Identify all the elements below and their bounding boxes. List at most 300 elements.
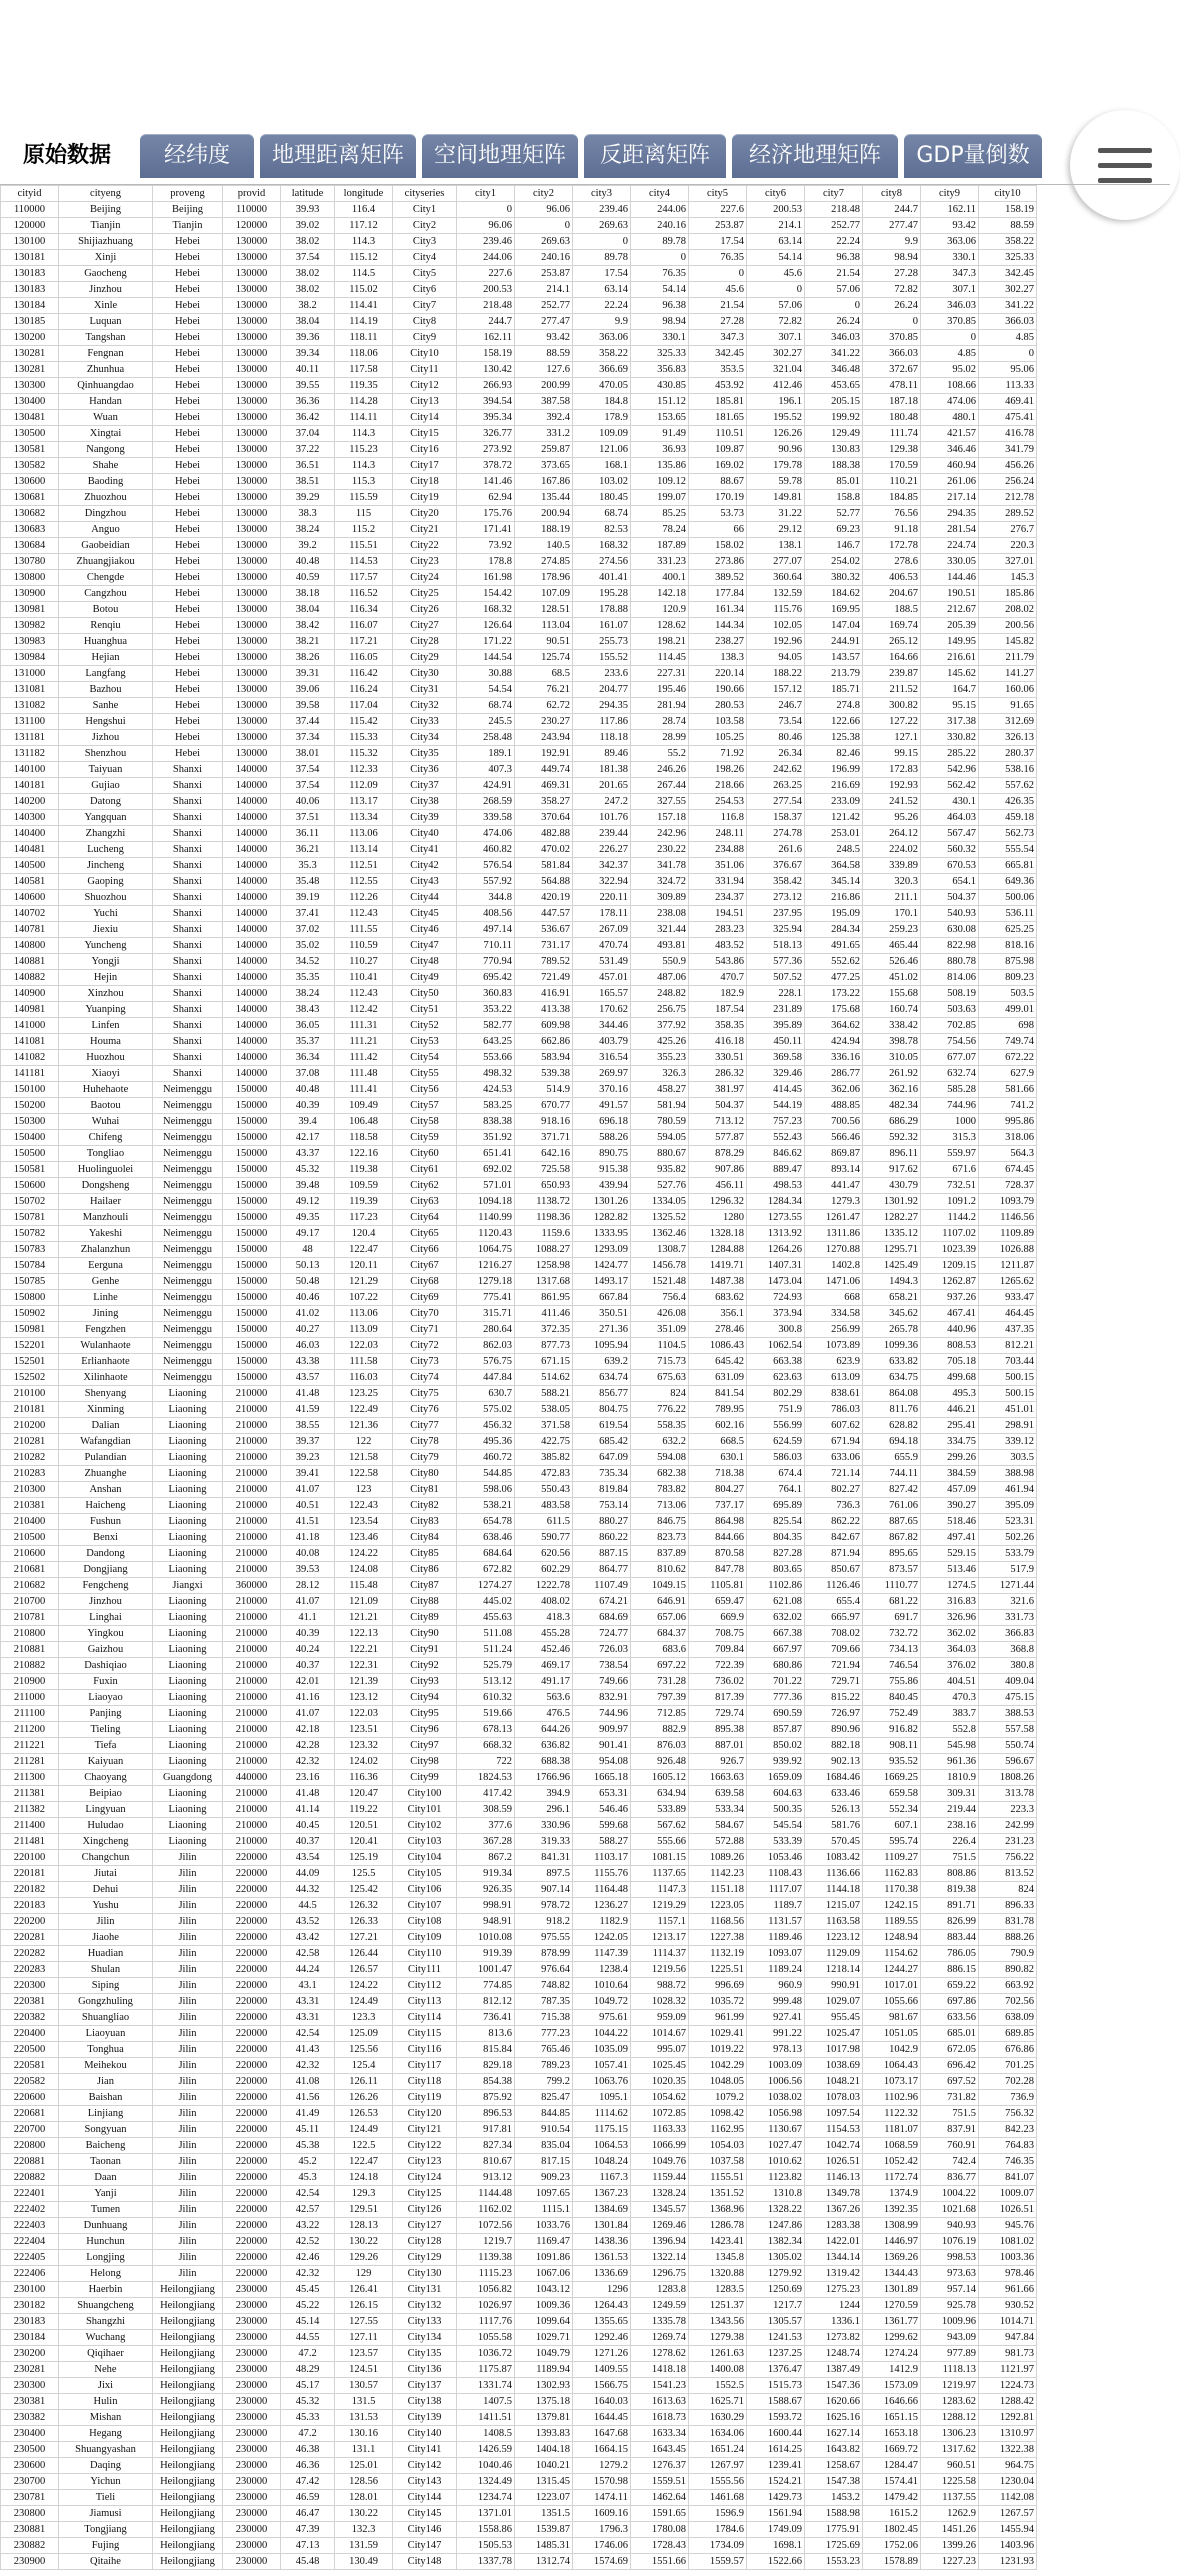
table-cell[interactable]: 210882 <box>1 1658 59 1674</box>
table-cell[interactable]: 256.99 <box>805 1322 863 1338</box>
table-cell[interactable]: 718.38 <box>689 1466 747 1482</box>
table-cell[interactable]: 577.36 <box>747 954 805 970</box>
table-cell[interactable]: Shanxi <box>153 1002 223 1018</box>
table-cell[interactable]: City132 <box>393 2298 457 2314</box>
table-cell[interactable]: 418.3 <box>515 1610 573 1626</box>
table-cell[interactable]: 45.14 <box>281 2314 335 2330</box>
table-cell[interactable]: 1578.89 <box>863 2554 921 2570</box>
table-cell[interactable]: 1001.47 <box>457 1962 515 1978</box>
table-cell[interactable]: Hebei <box>153 346 223 362</box>
table-cell[interactable]: Heilongjiang <box>153 2474 223 2490</box>
table-cell[interactable]: City143 <box>393 2474 457 2490</box>
table-cell[interactable]: 90.51 <box>515 634 573 650</box>
table-cell[interactable]: 1026.51 <box>805 2154 863 2170</box>
table-cell[interactable]: 220000 <box>223 2154 281 2170</box>
table-cell[interactable]: 1120.43 <box>457 1226 515 1242</box>
table-cell[interactable]: 130582 <box>1 458 59 474</box>
table-cell[interactable]: 678.13 <box>457 1722 515 1738</box>
table-cell[interactable]: 220581 <box>1 2058 59 2074</box>
table-cell[interactable]: 414.45 <box>747 1082 805 1098</box>
table-cell[interactable]: 451.02 <box>863 970 921 986</box>
table-cell[interactable]: 210700 <box>1 1594 59 1610</box>
table-cell[interactable]: 127.6 <box>515 362 573 378</box>
table-cell[interactable]: 783.82 <box>631 1482 689 1498</box>
table-cell[interactable]: 130000 <box>223 602 281 618</box>
table-cell[interactable]: 140000 <box>223 986 281 1002</box>
table-cell[interactable]: 43.37 <box>281 1146 335 1162</box>
table-cell[interactable]: 358.22 <box>573 346 631 362</box>
table-cell[interactable]: 40.37 <box>281 1658 335 1674</box>
table-cell[interactable]: 585.28 <box>921 1082 979 1098</box>
table-cell[interactable]: 190.66 <box>689 682 747 698</box>
table-cell[interactable]: 1409.55 <box>573 2362 631 2378</box>
table-cell[interactable]: 746.54 <box>863 1658 921 1674</box>
table-cell[interactable]: 341.22 <box>805 346 863 362</box>
table-cell[interactable]: 1345.57 <box>631 2202 689 2218</box>
table-cell[interactable]: City49 <box>393 970 457 986</box>
table-cell[interactable]: 173.22 <box>805 986 863 1002</box>
table-cell[interactable]: 488.85 <box>805 1098 863 1114</box>
table-cell[interactable]: 1258.98 <box>515 1258 573 1274</box>
table-cell[interactable]: 210000 <box>223 1834 281 1850</box>
table-cell[interactable]: 200.99 <box>515 378 573 394</box>
table-cell[interactable]: 140000 <box>223 826 281 842</box>
table-cell[interactable]: 353.22 <box>457 1002 515 1018</box>
table-cell[interactable]: 581.94 <box>631 1098 689 1114</box>
table-cell[interactable]: 0 <box>631 250 689 266</box>
table-cell[interactable]: 217.14 <box>921 490 979 506</box>
table-cell[interactable]: 280.37 <box>979 746 1037 762</box>
table-cell[interactable]: 1574.41 <box>863 2474 921 2490</box>
table-cell[interactable]: 351.06 <box>689 858 747 874</box>
table-cell[interactable]: 576.75 <box>457 1354 515 1370</box>
table-cell[interactable]: 230882 <box>1 2538 59 2554</box>
table-cell[interactable]: 220282 <box>1 1946 59 1962</box>
table-cell[interactable]: 1796.3 <box>573 2522 631 2538</box>
table-cell[interactable]: 668 <box>805 1290 863 1306</box>
table-cell[interactable]: 210000 <box>223 1658 281 1674</box>
table-cell[interactable]: Jilin <box>153 2138 223 2154</box>
table-cell[interactable]: City11 <box>393 362 457 378</box>
table-cell[interactable]: 1279.3 <box>805 1194 863 1210</box>
table-cell[interactable]: 0 <box>805 298 863 314</box>
table-cell[interactable]: 140400 <box>1 826 59 842</box>
table-cell[interactable]: 210000 <box>223 1642 281 1658</box>
table-cell[interactable]: 882.18 <box>805 1738 863 1754</box>
table-cell[interactable]: 1407.31 <box>747 1258 805 1274</box>
table-cell[interactable]: 571.01 <box>457 1178 515 1194</box>
table-cell[interactable]: 220582 <box>1 2074 59 2090</box>
table-cell[interactable]: 41.07 <box>281 1706 335 1722</box>
table-cell[interactable]: 38.26 <box>281 650 335 666</box>
table-cell[interactable]: Hegang <box>59 2426 153 2442</box>
table-cell[interactable]: Handan <box>59 394 153 410</box>
table-cell[interactable]: 126.15 <box>335 2298 393 2314</box>
table-cell[interactable]: 1399.26 <box>921 2538 979 2554</box>
table-cell[interactable]: 309.89 <box>631 890 689 906</box>
table-cell[interactable]: 109.12 <box>631 474 689 490</box>
table-cell[interactable]: 1802.45 <box>863 2522 921 2538</box>
table-cell[interactable]: 227.6 <box>689 202 747 218</box>
table-cell[interactable]: 220000 <box>223 2186 281 2202</box>
table-cell[interactable]: Wulanhaote <box>59 1338 153 1354</box>
table-cell[interactable]: 961.36 <box>921 1754 979 1770</box>
table-cell[interactable]: 130000 <box>223 250 281 266</box>
table-cell[interactable]: City15 <box>393 426 457 442</box>
table-cell[interactable]: 1078.03 <box>805 2090 863 2106</box>
table-cell[interactable]: 1040.21 <box>515 2458 573 2474</box>
table-cell[interactable]: 227.6 <box>457 266 515 282</box>
table-cell[interactable]: 1333.95 <box>573 1226 631 1242</box>
table-cell[interactable]: 1286.78 <box>689 2218 747 2234</box>
table-cell[interactable]: 230200 <box>1 2346 59 2362</box>
table-cell[interactable]: 1095.1 <box>573 2090 631 2106</box>
table-cell[interactable]: Wuchang <box>59 2330 153 2346</box>
table-cell[interactable]: 230000 <box>223 2314 281 2330</box>
table-cell[interactable]: 150500 <box>1 1146 59 1162</box>
table-cell[interactable]: 66 <box>689 522 747 538</box>
table-cell[interactable]: 45.6 <box>689 282 747 298</box>
table-cell[interactable]: 844.85 <box>515 2106 573 2122</box>
table-cell[interactable]: Linfen <box>59 1018 153 1034</box>
table-cell[interactable]: 130983 <box>1 634 59 650</box>
table-cell[interactable]: 1336.1 <box>805 2314 863 2330</box>
table-cell[interactable]: 726.03 <box>573 1642 631 1658</box>
table-cell[interactable]: 106.48 <box>335 1114 393 1130</box>
table-cell[interactable]: 403.79 <box>573 1034 631 1050</box>
table-cell[interactable]: 325.33 <box>979 250 1037 266</box>
column-header-cell[interactable]: cityeng <box>59 186 153 202</box>
table-cell[interactable]: 62.72 <box>515 698 573 714</box>
table-cell[interactable]: 504.37 <box>921 890 979 906</box>
table-cell[interactable]: 499.01 <box>979 1002 1037 1018</box>
table-cell[interactable]: 940.93 <box>921 2218 979 2234</box>
table-cell[interactable]: Yushu <box>59 1898 153 1914</box>
table-cell[interactable]: 125.5 <box>335 1866 393 1882</box>
table-cell[interactable]: Houma <box>59 1034 153 1050</box>
table-cell[interactable]: 140000 <box>223 762 281 778</box>
table-cell[interactable]: 841.07 <box>979 2170 1037 2186</box>
table-cell[interactable]: 36.05 <box>281 1018 335 1034</box>
table-cell[interactable]: 639.2 <box>573 1354 631 1370</box>
table-cell[interactable]: 1283.62 <box>921 2394 979 2410</box>
table-cell[interactable]: City87 <box>393 1578 457 1594</box>
table-cell[interactable]: 756.22 <box>979 1850 1037 1866</box>
table-cell[interactable]: 117.04 <box>335 698 393 714</box>
table-cell[interactable]: 220000 <box>223 2202 281 2218</box>
table-cell[interactable]: Anguo <box>59 522 153 538</box>
table-cell[interactable]: 150782 <box>1 1226 59 1242</box>
table-cell[interactable]: 1593.72 <box>747 2410 805 2426</box>
table-cell[interactable]: 696.18 <box>573 1114 631 1130</box>
table-cell[interactable]: 559.97 <box>921 1146 979 1162</box>
table-cell[interactable]: 30.88 <box>457 666 515 682</box>
table-cell[interactable]: 558.35 <box>631 1418 689 1434</box>
table-cell[interactable]: 72.82 <box>747 314 805 330</box>
table-cell[interactable]: 671.6 <box>921 1162 979 1178</box>
table-cell[interactable]: 1305.02 <box>747 2250 805 2266</box>
table-cell[interactable]: 1095.94 <box>573 1338 631 1354</box>
table-cell[interactable]: 267.09 <box>573 922 631 938</box>
table-cell[interactable]: 140581 <box>1 874 59 890</box>
table-cell[interactable]: 472.83 <box>515 1466 573 1482</box>
table-cell[interactable]: 731.28 <box>631 1674 689 1690</box>
table-cell[interactable]: 211382 <box>1 1802 59 1818</box>
table-cell[interactable]: 1223.05 <box>689 1898 747 1914</box>
table-cell[interactable]: 129.38 <box>863 442 921 458</box>
table-cell[interactable]: 246.26 <box>631 762 689 778</box>
table-cell[interactable]: 1566.75 <box>573 2378 631 2394</box>
table-cell[interactable]: 437.35 <box>979 1322 1037 1338</box>
table-cell[interactable]: 130000 <box>223 746 281 762</box>
table-cell[interactable]: 140900 <box>1 986 59 1002</box>
table-cell[interactable]: 243.94 <box>515 730 573 746</box>
table-cell[interactable]: 296.1 <box>515 1802 573 1818</box>
table-cell[interactable]: 130000 <box>223 234 281 250</box>
table-cell[interactable]: 42.17 <box>281 1130 335 1146</box>
table-cell[interactable]: 210000 <box>223 1754 281 1770</box>
table-cell[interactable]: 817.39 <box>689 1690 747 1706</box>
table-cell[interactable]: 179.78 <box>747 458 805 474</box>
table-cell[interactable]: 1051.05 <box>863 2026 921 2042</box>
table-cell[interactable]: 889.47 <box>747 1162 805 1178</box>
table-cell[interactable]: 46.47 <box>281 2506 335 2522</box>
table-cell[interactable]: 1066.99 <box>631 2138 689 2154</box>
table-cell[interactable]: 188.22 <box>747 666 805 682</box>
table-cell[interactable]: 0 <box>689 266 747 282</box>
table-cell[interactable]: 700.56 <box>805 1114 863 1130</box>
table-cell[interactable]: 160.74 <box>863 1002 921 1018</box>
table-cell[interactable]: 430.85 <box>631 378 689 394</box>
table-cell[interactable]: 877.73 <box>515 1338 573 1354</box>
table-cell[interactable]: 761.06 <box>863 1498 921 1514</box>
table-cell[interactable]: 804.35 <box>747 1530 805 1546</box>
table-cell[interactable]: 1079.2 <box>689 2090 747 2106</box>
table-cell[interactable]: 121.29 <box>335 1274 393 1290</box>
table-cell[interactable]: Jiutai <box>59 1866 153 1882</box>
table-cell[interactable]: 533.34 <box>689 1802 747 1818</box>
table-cell[interactable]: 49.17 <box>281 1226 335 1242</box>
table-cell[interactable]: 895.65 <box>863 1546 921 1562</box>
table-cell[interactable]: 456.26 <box>979 458 1037 474</box>
table-cell[interactable]: City118 <box>393 2074 457 2090</box>
table-cell[interactable]: 342.45 <box>689 346 747 362</box>
table-cell[interactable]: 1541.23 <box>631 2378 689 2394</box>
table-cell[interactable]: 345.14 <box>805 874 863 890</box>
table-cell[interactable]: Heilongjiang <box>153 2298 223 2314</box>
table-cell[interactable]: 150000 <box>223 1338 281 1354</box>
table-cell[interactable]: 353.5 <box>689 362 747 378</box>
table-cell[interactable]: 1311.86 <box>805 1226 863 1242</box>
table-cell[interactable]: 1114.62 <box>573 2106 631 2122</box>
table-cell[interactable]: 295.41 <box>921 1418 979 1434</box>
table-cell[interactable]: 1269.74 <box>631 2330 689 2346</box>
table-cell[interactable]: 140000 <box>223 1066 281 1082</box>
table-cell[interactable]: 130100 <box>1 234 59 250</box>
table-cell[interactable]: 43.52 <box>281 1914 335 1930</box>
table-cell[interactable]: Liaoning <box>153 1530 223 1546</box>
table-cell[interactable]: City106 <box>393 1882 457 1898</box>
table-cell[interactable]: 110.51 <box>689 426 747 442</box>
table-cell[interactable]: 500.06 <box>979 890 1037 906</box>
table-cell[interactable]: 751.9 <box>747 1402 805 1418</box>
table-cell[interactable]: 220000 <box>223 1850 281 1866</box>
table-cell[interactable]: 726.97 <box>805 1706 863 1722</box>
sheet-tab-6[interactable]: GDP量倒数 <box>904 134 1042 178</box>
table-cell[interactable]: 491.17 <box>515 1674 573 1690</box>
table-cell[interactable]: Jilin <box>153 2266 223 2282</box>
table-cell[interactable]: 285.22 <box>921 746 979 762</box>
table-cell[interactable]: 1362.46 <box>631 1226 689 1242</box>
table-cell[interactable]: 741.2 <box>979 1098 1037 1114</box>
table-cell[interactable]: 705.18 <box>921 1354 979 1370</box>
table-cell[interactable]: 592.32 <box>863 1130 921 1146</box>
table-cell[interactable]: 470.05 <box>573 378 631 394</box>
table-cell[interactable]: City122 <box>393 2138 457 2154</box>
table-cell[interactable]: 895.38 <box>689 1722 747 1738</box>
table-cell[interactable]: 1258.67 <box>805 2458 863 2474</box>
table-cell[interactable]: Shanxi <box>153 1018 223 1034</box>
table-cell[interactable]: 40.24 <box>281 1642 335 1658</box>
table-cell[interactable]: 812.12 <box>457 1994 515 2010</box>
table-cell[interactable]: 226.27 <box>573 842 631 858</box>
table-cell[interactable]: 85.25 <box>631 506 689 522</box>
table-cell[interactable]: 339.89 <box>863 858 921 874</box>
table-cell[interactable]: 346.48 <box>805 362 863 378</box>
table-cell[interactable]: 130200 <box>1 330 59 346</box>
table-cell[interactable]: 1605.12 <box>631 1770 689 1786</box>
table-cell[interactable]: 1230.04 <box>979 2474 1037 2490</box>
table-cell[interactable]: 416.18 <box>689 1034 747 1050</box>
table-cell[interactable]: 1775.91 <box>805 2522 863 2538</box>
table-cell[interactable]: 334.58 <box>805 1306 863 1322</box>
table-cell[interactable]: 918.16 <box>515 1114 573 1130</box>
table-cell[interactable]: 199.92 <box>805 410 863 426</box>
table-cell[interactable]: 525.79 <box>457 1658 515 1674</box>
table-cell[interactable]: 111.74 <box>863 426 921 442</box>
table-cell[interactable]: Benxi <box>59 1530 153 1546</box>
table-cell[interactable]: Datong <box>59 794 153 810</box>
table-cell[interactable]: Shangzhi <box>59 2314 153 2330</box>
table-cell[interactable]: 310.05 <box>863 1050 921 1066</box>
table-cell[interactable]: 248.5 <box>805 842 863 858</box>
table-cell[interactable]: 41.48 <box>281 1786 335 1802</box>
table-cell[interactable]: Liaoning <box>153 1562 223 1578</box>
table-cell[interactable]: 1159.6 <box>515 1226 573 1242</box>
table-cell[interactable]: 1247.86 <box>747 2218 805 2234</box>
table-cell[interactable]: City139 <box>393 2410 457 2426</box>
table-cell[interactable]: 140600 <box>1 890 59 906</box>
table-cell[interactable]: 1273.55 <box>747 1210 805 1226</box>
table-cell[interactable]: Hebei <box>153 266 223 282</box>
table-cell[interactable]: 185.71 <box>805 682 863 698</box>
table-cell[interactable]: 913.12 <box>457 2170 515 2186</box>
table-cell[interactable]: 43.38 <box>281 1354 335 1370</box>
table-cell[interactable]: Hebei <box>153 458 223 474</box>
table-cell[interactable]: 111.58 <box>335 1354 393 1370</box>
table-cell[interactable]: Botou <box>59 602 153 618</box>
table-cell[interactable]: 460.82 <box>457 842 515 858</box>
table-cell[interactable]: 1219.56 <box>631 1962 689 1978</box>
table-cell[interactable]: 344.46 <box>573 1018 631 1034</box>
table-cell[interactable]: 129.51 <box>335 2202 393 2218</box>
table-cell[interactable]: 654.78 <box>457 1514 515 1530</box>
table-cell[interactable]: 814.06 <box>921 970 979 986</box>
table-cell[interactable]: 538.21 <box>457 1498 515 1514</box>
table-cell[interactable]: City43 <box>393 874 457 890</box>
table-cell[interactable]: 253.01 <box>805 826 863 842</box>
table-cell[interactable]: 140300 <box>1 810 59 826</box>
table-cell[interactable]: 544.19 <box>747 1098 805 1114</box>
table-cell[interactable]: 230500 <box>1 2442 59 2458</box>
table-cell[interactable]: 130780 <box>1 554 59 570</box>
table-cell[interactable]: 691.7 <box>863 1610 921 1626</box>
table-cell[interactable]: 926.48 <box>631 1754 689 1770</box>
table-cell[interactable]: 533.39 <box>747 1834 805 1850</box>
table-cell[interactable]: 1021.68 <box>921 2202 979 2218</box>
table-cell[interactable]: 130281 <box>1 346 59 362</box>
table-cell[interactable]: 125.42 <box>335 1882 393 1898</box>
table-cell[interactable]: 261.92 <box>863 1066 921 1082</box>
table-cell[interactable]: 210000 <box>223 1482 281 1498</box>
table-cell[interactable]: 150000 <box>223 1322 281 1338</box>
column-header-cell[interactable]: city2 <box>515 186 573 202</box>
table-cell[interactable]: Shanxi <box>153 1066 223 1082</box>
table-cell[interactable]: 695.89 <box>747 1498 805 1514</box>
table-cell[interactable]: 708.02 <box>805 1626 863 1642</box>
table-cell[interactable]: 130800 <box>1 570 59 586</box>
table-cell[interactable]: 130000 <box>223 682 281 698</box>
table-cell[interactable]: 813.6 <box>457 2026 515 2042</box>
table-cell[interactable]: 499.68 <box>921 1370 979 1386</box>
table-cell[interactable]: 281.94 <box>631 698 689 714</box>
table-cell[interactable]: City146 <box>393 2522 457 2538</box>
table-cell[interactable]: 655.9 <box>863 1450 921 1466</box>
table-cell[interactable]: 0 <box>573 234 631 250</box>
table-cell[interactable]: 265.12 <box>863 634 921 650</box>
table-cell[interactable]: 518.46 <box>921 1514 979 1530</box>
table-cell[interactable]: 1374.9 <box>863 2186 921 2202</box>
table-cell[interactable]: 210682 <box>1 1578 59 1594</box>
table-cell[interactable]: 39.02 <box>281 218 335 234</box>
table-cell[interactable]: 1138.72 <box>515 1194 573 1210</box>
table-cell[interactable]: 627.9 <box>979 1066 1037 1082</box>
table-cell[interactable]: Heilongjiang <box>153 2378 223 2394</box>
table-cell[interactable]: Daqing <box>59 2458 153 2474</box>
table-cell[interactable]: 701.22 <box>747 1674 805 1690</box>
table-cell[interactable]: 330.82 <box>921 730 979 746</box>
table-cell[interactable]: 424.91 <box>457 778 515 794</box>
table-cell[interactable]: 770.94 <box>457 954 515 970</box>
table-cell[interactable]: 44.32 <box>281 1882 335 1898</box>
table-cell[interactable]: 40.48 <box>281 554 335 570</box>
table-cell[interactable]: City18 <box>393 474 457 490</box>
table-cell[interactable]: Linhe <box>59 1290 153 1306</box>
table-cell[interactable]: City47 <box>393 938 457 954</box>
table-cell[interactable]: 220181 <box>1 1866 59 1882</box>
table-cell[interactable]: 557.58 <box>979 1722 1037 1738</box>
table-cell[interactable]: 644.26 <box>515 1722 573 1738</box>
table-cell[interactable]: 54.14 <box>747 250 805 266</box>
table-cell[interactable]: 465.44 <box>863 938 921 954</box>
column-header-cell[interactable]: latitude <box>281 186 335 202</box>
table-cell[interactable]: Haicheng <box>59 1498 153 1514</box>
table-cell[interactable]: 126.41 <box>335 2282 393 2298</box>
table-cell[interactable]: 1276.37 <box>631 2458 689 2474</box>
table-cell[interactable]: 131.5 <box>335 2394 393 2410</box>
table-cell[interactable]: 724.93 <box>747 1290 805 1306</box>
table-cell[interactable]: 1643.45 <box>631 2442 689 2458</box>
